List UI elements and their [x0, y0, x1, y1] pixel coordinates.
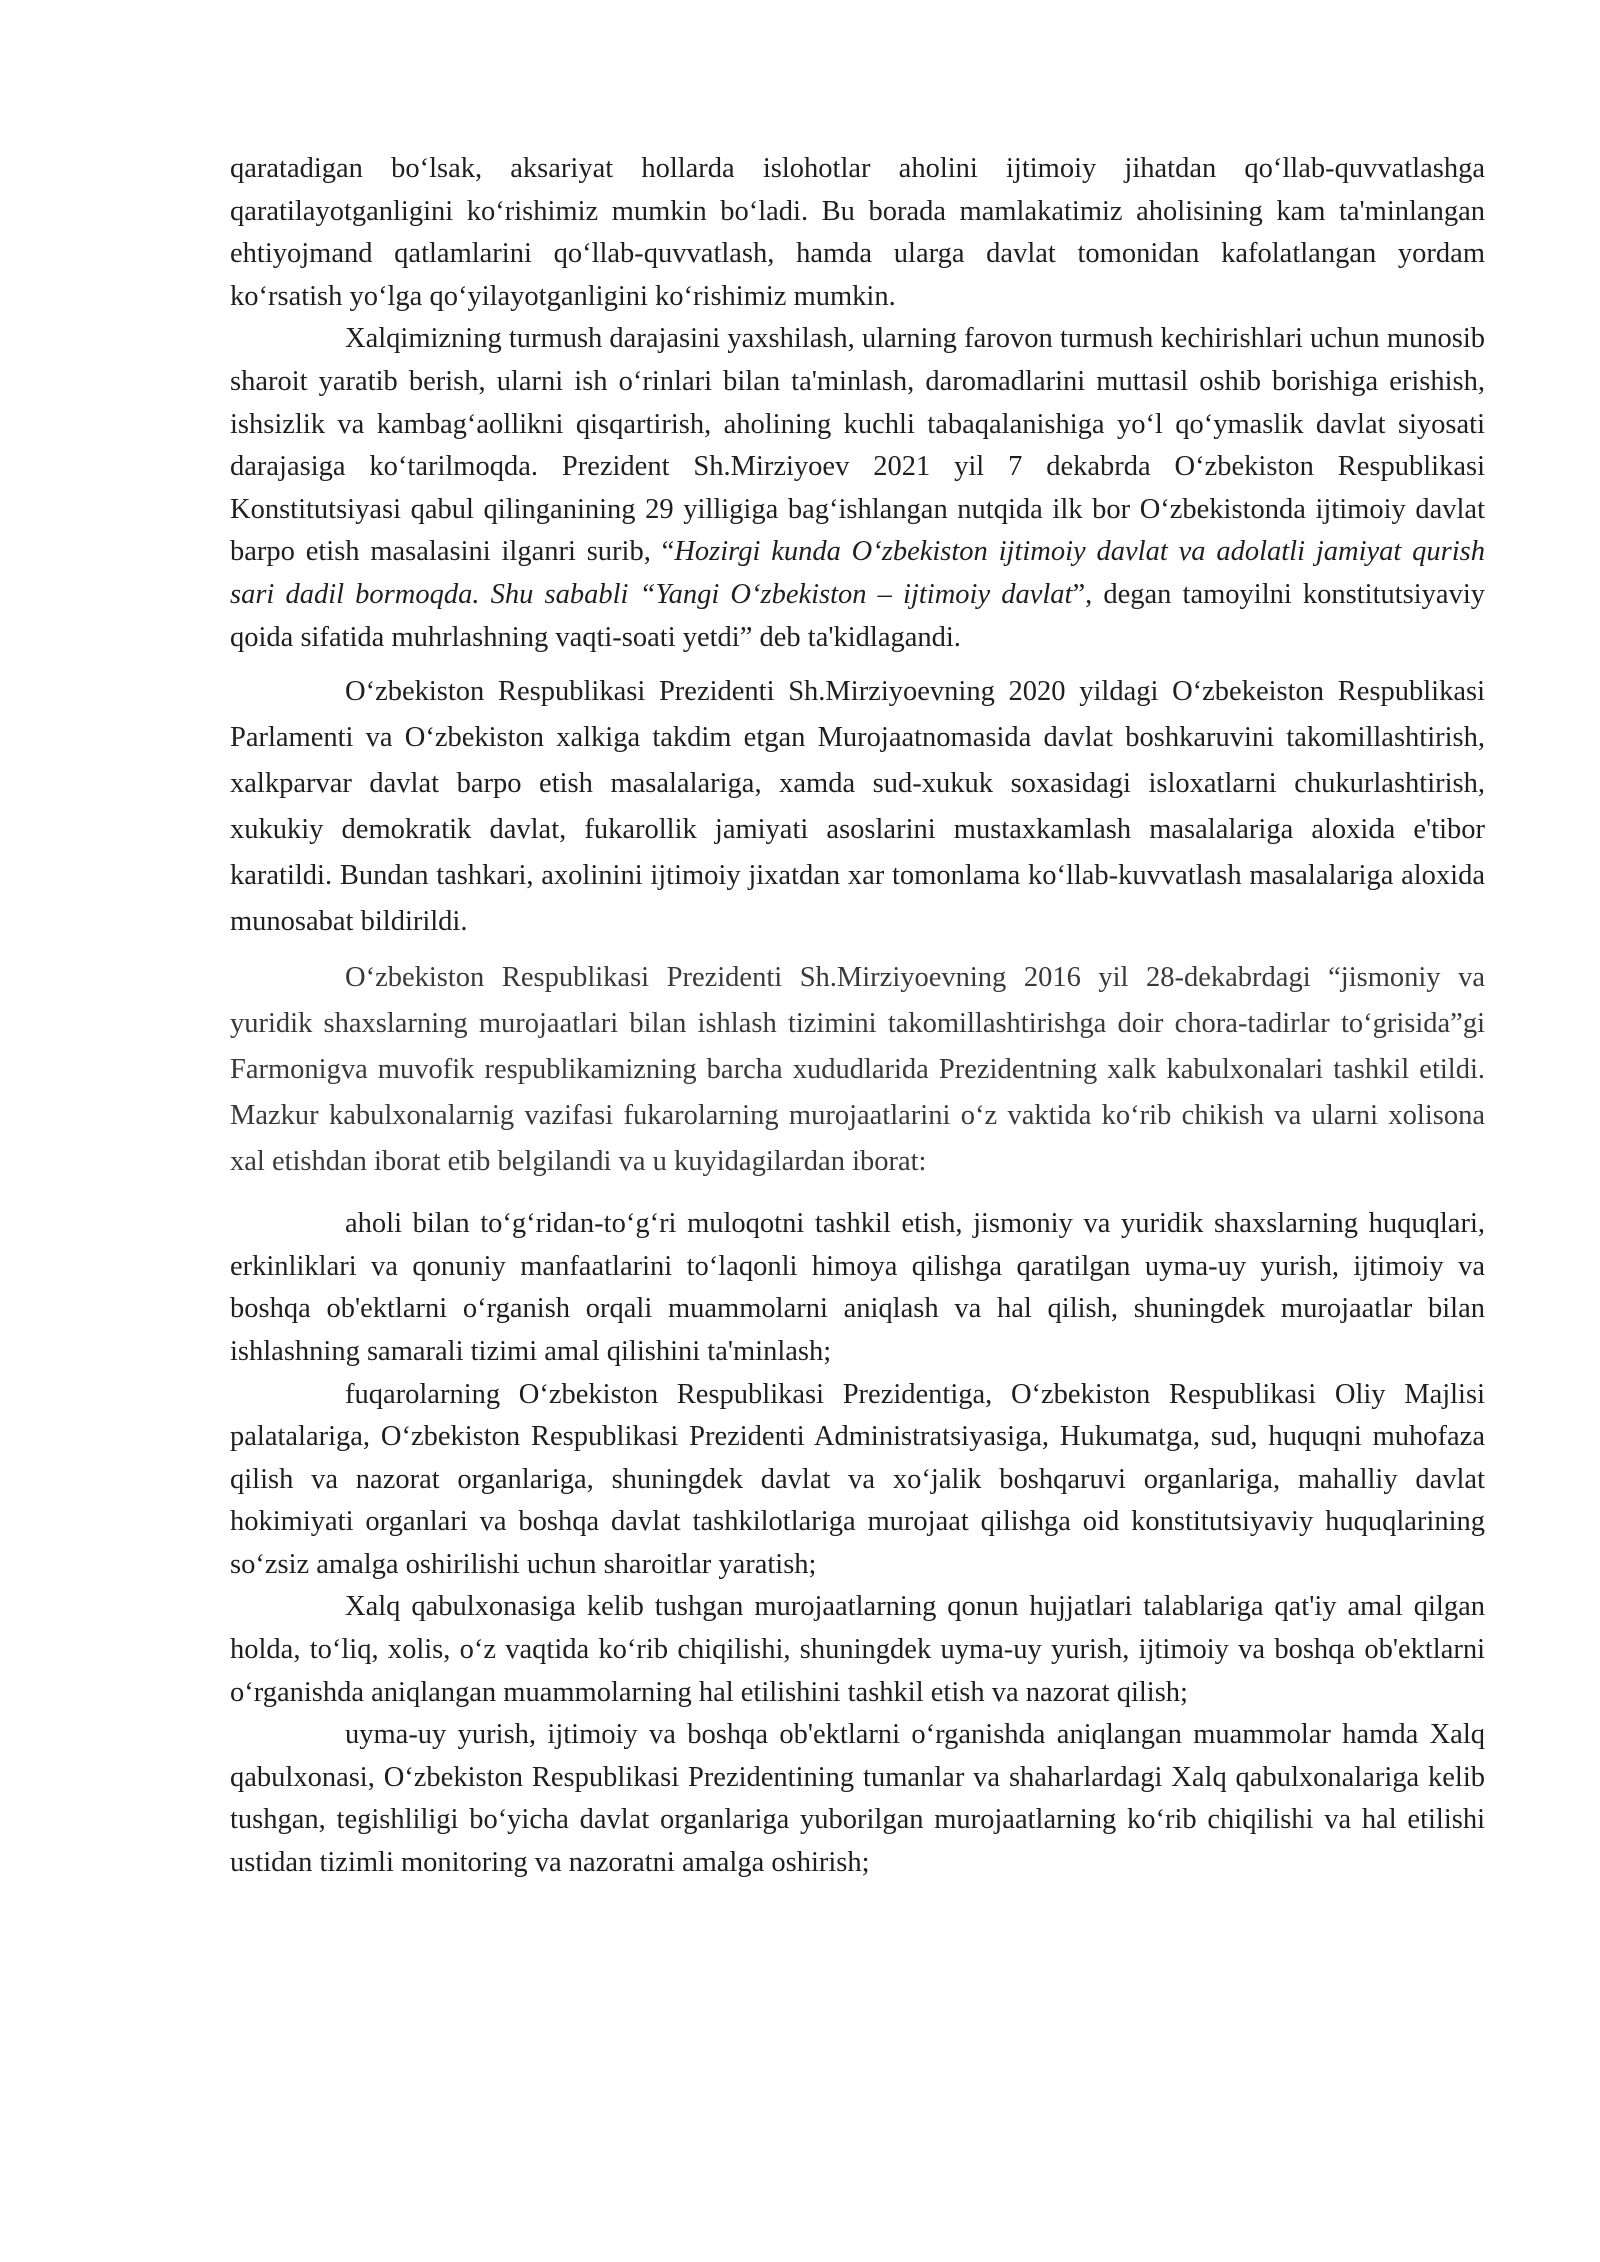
paragraph-2-text-before-quote: Xalqimizning turmush darajasini yaxshilash, ularning farovon turmush kechirishlari uchun munosib sharoit yaratib berish, ularni ish oʻrinlari bilan ta'minlash, daromadlarini muttasil oshib borishiga erishish, ishsizlik va kambagʻaollikni qisqartirish, aholining kuchli tabaqalanishiga yoʻl qoʻymaslik davlat siyosati darajasiga koʻtarilmoqda. Prezident Sh.Mirziyoev 2021 yil 7 dekabrda Oʻzbekiston Respublikasi Konstitutsiyasi qabul qilinganining 29 yilligiga bagʻishlangan nutqida ilk bor Oʻzbekistonda ijtimoiy davlat barpo etish masalasini ilganri surib, “	[230, 323, 1485, 568]
paragraph-6: fuqarolarning Oʻzbekiston Respublikasi Prezidentiga, Oʻzbekiston Respublikasi Oliy Majlisi palatalariga, Oʻzbekiston Respublikasi Prezidenti Administratsiyasiga, Hukumatga, sud, huquqni muhofaza qilish va nazorat organlariga, shuningdek davlat va xoʻjalik boshqaruvi organlariga, mahalliy davlat hokimiyati organlari va boshqa davlat tashkilotlariga murojaat qilishga oid konstitutsiyaviy huquqlarining soʻzsiz amalga oshirilishi uchun sharoitlar yaratish;	[230, 1378, 1485, 1580]
paragraph-1: qaratadigan boʻlsak, aksariyat hollarda islohotlar aholini ijtimoiy jihatdan qoʻllab-quvvatlashga qaratilayotganligini koʻrishimiz mumkin boʻladi. Bu borada mamlakatimiz aholisining kam ta'minlangan ehtiyojmand qatlamlarini qoʻllab-quvvatlash, hamda ularga davlat tomonidan kafolatlangan yordam koʻrsatish yoʻlga qoʻyilayotganligini koʻrishimiz mumkin.	[230, 153, 1485, 312]
paragraph-2	[230, 318, 1485, 659]
paragraph-2-text-after-quote: ”, degan tamoyilni konstitutsiyaviy qoida sifatida muhrlashning vaqti-soati yetdi” deb ta'kidlagandi.	[230, 578, 1485, 653]
paragraph-8: uyma-uy yurish, ijtimoiy va boshqa ob'ektlarni oʻrganishda aniqlangan muammolar hamda Xalq qabulxonasi, Oʻzbekiston Respublikasi Prezidentining tumanlar va shaharlardagi Xalq qabulxonalariga kelib tushgan, tegishliligi boʻyicha davlat organlariga yuborilgan murojaatlarning koʻrib chiqilishi va hal etilishi ustidan tizimli monitoring va nazoratni amalga oshirish;	[230, 1719, 1485, 1879]
document-page	[230, 148, 1485, 1885]
paragraph-5: aholi bilan toʻgʻridan-toʻgʻri muloqotni tashkil etish, jismoniy va yuridik shaxslarning huquqlari, erkinliklari va qonuniy manfaatlarini toʻlaqonli himoya qilishga qaratilgan uyma-uy yurish, ijtimoiy va boshqa ob'ektlarni oʻrganish orqali muammolarni aniqlash va hal qilish, shuningdek murojaatlar bilan ishlashning samarali tizimi amal qilishini ta'minlash;	[230, 1208, 1485, 1367]
paragraph-2-italic-quote: Hozirgi kunda Oʻzbekiston ijtimoiy davlat va adolatli jamiyat qurish sari dadil bormoqda. Shu sababli “Yangi Oʻzbekiston – ijtimoiy davlat	[230, 536, 1485, 610]
paragraph-7: Xalq qabulxonasiga kelib tushgan murojaatlarning qonun hujjatlari talablariga qat'iy amal qilgan holda, toʻliq, xolis, oʻz vaqtida koʻrib chiqilishi, shuningdek uyma-uy yurish, ijtimoiy va boshqa ob'ektlarni oʻrganishda aniqlangan muammolarning hal etilishini tashkil etish va nazorat qilish;	[230, 1591, 1485, 1708]
paragraph-4: Oʻzbekiston Respublikasi Prezidenti Sh.Mirziyoevning 2016 yil 28-dekabrdagi “jismoniy va yuridik shaxslarning murojaatlari bilan ishlash tizimini takomillashtirishga doir chora-tadirlar toʻgrisida”gi Farmonigva muvofik respublikamizning barcha xududlarida Prezidentning xalk kabulxonalari tashkil etildi. Mazkur kabulxonalarnig vazifasi fukarolarning murojaatlarini oʻz vaktida koʻrib chikish va ularni xolisona xal etishdan iborat etib belgilandi va u kuyidagilardan iborat:	[230, 962, 1485, 1178]
paragraph-3: Oʻzbekiston Respublikasi Prezidenti Sh.Mirziyoevning 2020 yildagi Oʻzbekeiston Respublikasi Parlamenti va Oʻzbekiston xalkiga takdim etgan Murojaatnomasida davlat boshkaruvini takomillashtirish, xalkparvar davlat barpo etish masalalariga, xamda sud-xukuk soxasidagi isloxatlarni chukurlashtirish, xukukiy demokratik davlat, fukarollik jamiyati asoslarini mustaxkamlash masalalariga aloxida e'tibor karatildi. Bundan tashkari, axolinini ijtimoiy jixatdan xar tomonlama koʻllab-kuvvatlash masalalariga aloxida munosabat bildirildi.	[230, 676, 1485, 938]
